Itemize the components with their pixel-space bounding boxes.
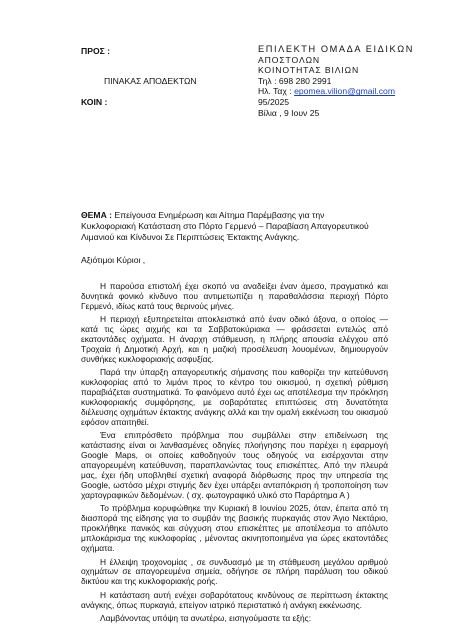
- sender-community: ΚΟΙΝΟΤΗΤΑΣ ΒΙΛΙΩΝ: [258, 65, 360, 76]
- subject-label: ΘΕΜΑ :: [81, 210, 113, 220]
- body-paragraph: Η κατάσταση αυτή ενέχει σοβαρότατους κινδύνους σε περίπτωση έκτακτης ανάγκης, όπως πυρκαγιά, επείγον ιατρικό περιστατικό ή ανάγκη εκκένωσης.: [81, 589, 388, 610]
- place-date: Βίλια , 9 Ιουν 25: [258, 107, 320, 118]
- body-paragraph: Η παρούσα επιστολή έχει σκοπό να αναδείξει έναν άμεσο, πραγματικό και δυνητικά φονικό κίνδυνο που αντιμετωπίζει η παραθαλάσσια περιοχή Πόρτο Γερμενό, ιδίως κατά τους θερινούς μήνες.: [81, 281, 388, 311]
- body-paragraph: Η έλλειψη τροχονομίας , σε συνδυασμό με τη στάθμευση μεγάλου αριθμού οχημάτων σε απαγορευμένα σημεία, οδήγησε σε πλήρη παράλυση του οδικού δικτύου και της κυκλοφοριακής ροής.: [81, 556, 388, 587]
- email-label: Ηλ. Ταχ :: [258, 86, 292, 97]
- sender-email-row: [258, 86, 414, 97]
- sender-name-line1: ΕΠΙΛΕΚΤΗ ΟΜΑΔΑ ΕΙΔΙΚΩΝ: [258, 44, 414, 54]
- letter-body: [81, 282, 388, 628]
- cc-label: ΚΟΙΝ :: [81, 97, 108, 107]
- body-paragraph: Παρά την ύπαρξη απαγορευτικής σήμανσης που καθορίζει την κατεύθυνση κυκλοφορίας από το λιμάνι προς το κέντρο του οικισμού, η σχετική ρύθμιση παραβιάζεται συστηματικά. Το φαινόμενο αυτό έχει ως αποτέλεσμα την πρόκληση κυκλοφοριακής συμφόρησης, με σοβαρότατες επιπτώσεις στη δυνατότητα διέλευσης οχημάτων έκτακτης ανάγκης αλλά και την ομαλή εκκένωση του οικισμού εφόσον απαιτηθεί.: [81, 367, 388, 427]
- email-link[interactable]: epomea.vilion@gmail.com: [294, 86, 395, 97]
- to-label: ΠΡΟΣ :: [81, 46, 111, 56]
- reference-number: 95/2025: [258, 96, 290, 107]
- body-paragraph: Η περιοχή εξυπηρετείται αποκλειστικά από έναν οδικό άξονα, ο οποίος — κατά τις ώρες αιχμής και τα Σαββατοκύριακα — φράσσεται εντελώς από εκατοντάδες οχήματα. Η άναρχη στάθμευση, η πλήρης απουσία ελέγχου από Τροχαία ή Δημοτική Αρχή, και η μαζική προσέλευση λουομένων, δημιουργούν συνθήκες κυκλοφοριακής ασφυξίας.: [81, 314, 388, 364]
- body-paragraph: Λαμβάνοντας υπόψη τα ανωτέρω, εισηγούμαστε τα εξής:: [100, 613, 312, 624]
- recipients-list: ΠΙΝΑΚΑΣ ΑΠΟΔΕΚΤΩΝ: [104, 76, 197, 86]
- body-paragraph: Το πρόβλημα κορυφώθηκε την Κυριακή 8 Ιουνίου 2025, όταν, έπειτα από τη διασπορά της είδησης για το συμβάν της βασικής πυρκαγιάς στον Άγιο Νεκτάριο, προκλήθηκε πανικός και σύγχυση στου επισκέπτες με αποτέλεσμα το απόλυτο μπλοκάρισμα της κυκλοφορίας , μένοντας ακινητοποιημένα για ώρες εκατοντάδες οχήματα.: [81, 503, 388, 554]
- sender-block: [258, 44, 414, 118]
- subject-text: Επείγουσα Ενημέρωση και Αίτημα Παρέμβασης για την Κυκλοφοριακή Κατάσταση στο Πόρτο Γερμενό – Παραβίαση Απαγορευτικού Λιμανιού και Κίνδυνοι Σε Περιπτώσεις Έκτακτης Ανάγκης.: [81, 210, 369, 242]
- body-paragraph: Ένα επιπρόσθετο πρόβλημα που συμβάλλει στην επιδείνωση της κατάστασης είναι οι λανθασμένες οδηγίες πλοήγησης που παρέχει η εφαρμογή Google Maps, οι οποίες καθοδηγούν τους οδηγούς να εισέρχονται στην απαγορευμένη κατεύθυνση, παραπλανώντας τους επισκέπτες. Από την πλευρά μας, έχει ήδη υποβληθεί σχετική αναφορά διόρθωσης προς την υπηρεσία της Google, ωστόσο μέχρι στιγμής δεν έχει υπάρξει ανταπόκριση ή τροποποίηση των χαρτογραφικών δεδομένων. ( σχ. φωτογραφικό υλικό στο Παράρτημα Α ): [81, 430, 388, 500]
- sender-phone: Τηλ : 698 280 2991: [258, 75, 332, 86]
- greeting: Αξιότιμοι Κύριοι ,: [81, 255, 146, 265]
- subject-block: [81, 210, 381, 242]
- sender-name-line2: ΑΠΟΣΤΟΛΩΝ: [258, 54, 321, 65]
